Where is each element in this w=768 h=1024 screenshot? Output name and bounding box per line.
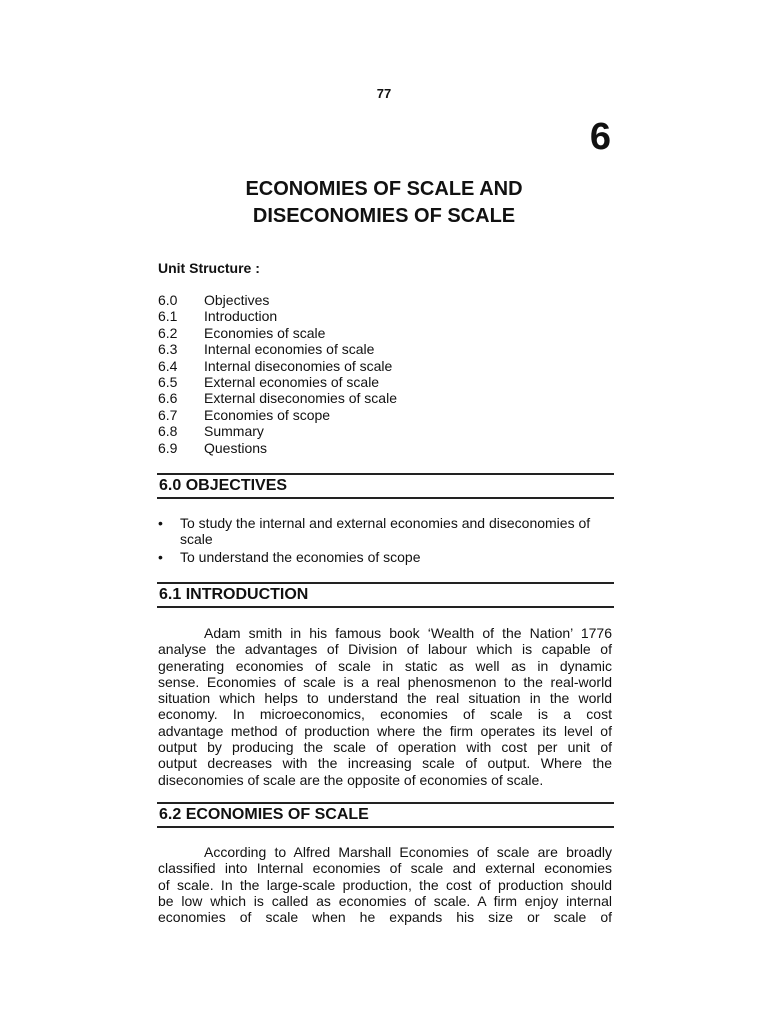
toc-label: Questions: [204, 439, 268, 456]
paragraph-line: situation which helps to understand the real situation in the world: [158, 690, 612, 707]
toc-item: [158, 341, 397, 357]
paragraph-line: of scale. In the large-scale production, the cost of production should: [158, 876, 612, 893]
paragraph-line: output by producing the scale of operation with cost per unit of: [158, 739, 612, 756]
unit-structure-heading: Unit Structure :: [158, 260, 260, 276]
paragraph-line: advantage method of production where the firm operates its level of: [158, 722, 612, 739]
section-heading-introduction: 6.1 INTRODUCTION: [157, 582, 614, 608]
page-number: 77: [376, 86, 392, 101]
chapter-title-line: DISECONOMIES OF SCALE: [252, 205, 516, 227]
toc-item: [158, 292, 397, 308]
paragraph-line: sense. Economies of scale is a real phenosmenon to the real-world: [158, 673, 612, 690]
introduction-paragraph: [158, 625, 612, 788]
toc-number: 6.0: [158, 292, 178, 308]
chapter-number: 6: [589, 116, 611, 158]
toc-number: 6.9: [158, 439, 178, 456]
toc-number: 6.5: [158, 374, 178, 391]
toc-item: [158, 423, 397, 439]
toc-number: 6.2: [158, 324, 178, 341]
toc-item: [158, 358, 397, 374]
paragraph-line: generating economies of scale in static as well as in dynamic: [158, 657, 612, 674]
toc-item: [158, 390, 397, 406]
paragraph-line: diseconomies of scale are the opposite of economies of scale.: [158, 771, 544, 788]
economies-of-scale-paragraph: [158, 844, 612, 925]
paragraph-line: Adam smith in his famous book ‘Wealth of the Nation’ 1776: [204, 625, 612, 641]
toc-number: 6.8: [158, 423, 178, 440]
toc-label: Economies of scale: [204, 324, 326, 341]
toc-number: 6.6: [158, 390, 178, 407]
toc-label: Internal economies of scale: [204, 341, 375, 358]
paragraph-line: classified into Internal economies of scale and external economies: [158, 860, 612, 877]
paragraph-line: economy. In microeconomics, economies of scale is a cost: [158, 706, 612, 723]
toc-item: [158, 308, 397, 324]
toc-label: Economies of scope: [204, 406, 331, 423]
paragraph-line: economies of scale when he expands his size or scale of: [158, 909, 612, 926]
section-heading-objectives: 6.0 OBJECTIVES: [157, 473, 614, 499]
chapter-title-line: ECONOMIES OF SCALE AND: [245, 178, 523, 200]
toc-item: [158, 325, 397, 341]
paragraph-line: According to Alfred Marshall Economies of scale are broadly: [204, 844, 612, 860]
objective-item: • To understand the economies of scope: [158, 549, 613, 565]
toc-number: 6.3: [158, 341, 178, 358]
paragraph-line: be low which is called as economies of scale. A firm enjoy internal: [158, 892, 612, 909]
toc-label: Internal diseconomies of scale: [204, 357, 393, 374]
toc-item: [158, 374, 397, 390]
paragraph-line: output decreases with the increasing scale of output. Where the: [158, 755, 612, 772]
unit-structure-list: [158, 292, 397, 456]
chapter-title: [0, 176, 768, 230]
paragraph-line: analyse the advantages of Division of labour which is capable of: [158, 641, 612, 658]
toc-item: [158, 407, 397, 423]
section-heading-economies-of-scale: 6.2 ECONOMIES OF SCALE: [157, 802, 614, 828]
toc-label: External diseconomies of scale: [204, 390, 397, 407]
toc-label: External economies of scale: [204, 374, 380, 391]
toc-label: Summary: [204, 423, 264, 440]
toc-label: Introduction: [204, 308, 278, 325]
toc-number: 6.7: [158, 406, 178, 423]
toc-label: Objectives: [204, 292, 270, 308]
toc-item: [158, 440, 397, 456]
toc-number: 6.1: [158, 308, 178, 325]
toc-number: 6.4: [158, 357, 178, 374]
objectives-list: [158, 515, 613, 567]
objective-item: • To study the internal and external economies and diseconomies of scale: [158, 515, 613, 547]
